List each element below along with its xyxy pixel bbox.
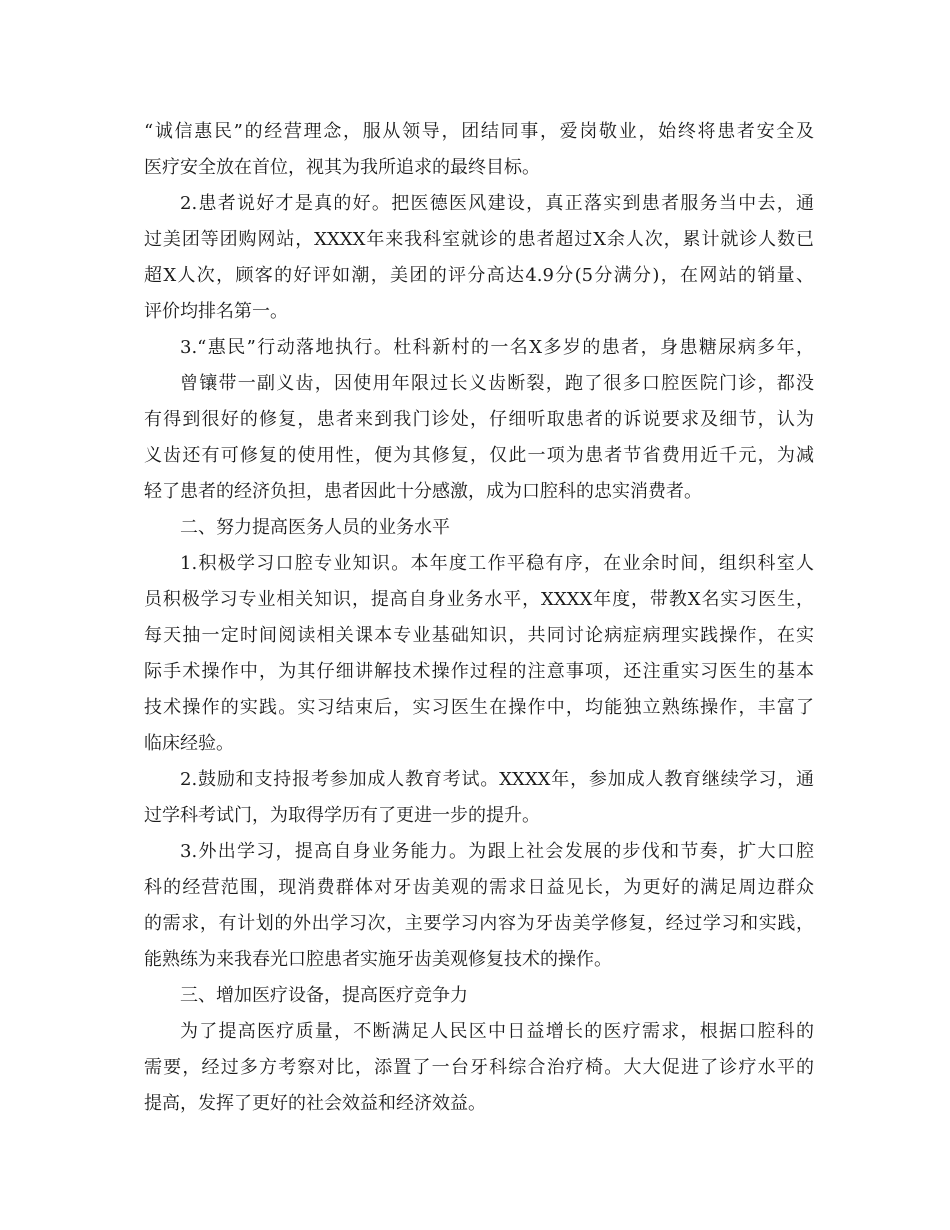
text-line: 过美团等团购网站，XXXX年来我科室就诊的患者超过X余人次，累计就诊人数已 (144, 229, 814, 250)
text-line: 轻了患者的经济负担，患者因此十分感激，成为口腔科的忠实消费者。 (144, 481, 702, 502)
document-body (144, 114, 814, 1122)
text-line: 过学科考试门，为取得学历有了更进一步的提升。 (144, 805, 540, 826)
text-line: 曾镶带一副义齿，因使用年限过长义齿断裂，跑了很多口腔医院门诊，都没 (180, 373, 814, 394)
text-line: 需要，经过多方考察对比，添置了一台牙科综合治疗椅。大大促进了诊疗水平的 (144, 1057, 814, 1078)
text-line: 3.外出学习，提高自身业务能力。为跟上社会发展的步伐和节奏，扩大口腔 (180, 841, 814, 862)
text-line: 提高，发挥了更好的社会效益和经济效益。 (144, 1093, 486, 1114)
text-line: 医疗安全放在首位，视其为我所追求的最终目标。 (144, 157, 540, 178)
text-line: 超X人次，顾客的好评如潮，美团的评分高达4.9分(5分满分)，在网站的销量、 (144, 265, 814, 286)
text-line: 能熟练为来我春光口腔患者实施牙齿美观修复技术的操作。 (144, 949, 612, 970)
text-line: 2.患者说好才是真的好。把医德医风建设，真正落实到患者服务当中去，通 (180, 193, 814, 214)
text-line: 有得到很好的修复，患者来到我门诊处，仔细听取患者的诉说要求及细节，认为 (144, 409, 814, 430)
text-line: 义齿还有可修复的使用性，便为其修复，仅此一项为患者节省费用近千元，为减 (144, 445, 814, 466)
text-line: 2.鼓励和支持报考参加成人教育考试。XXXX年，参加成人教育继续学习，通 (180, 769, 814, 790)
text-line: 的需求，有计划的外出学习次，主要学习内容为牙齿美学修复，经过学习和实践， (144, 913, 814, 934)
text-line: 技术操作的实践。实习结束后，实习医生在操作中，均能独立熟练操作，丰富了 (144, 697, 814, 718)
text-line: 1.积极学习口腔专业知识。本年度工作平稳有序，在业余时间，组织科室人 (180, 553, 814, 574)
text-line: 每天抽一定时间阅读相关课本专业基础知识，共同讨论病症病理实践操作，在实 (144, 625, 814, 646)
text-line: 三、增加医疗设备，提高医疗竞争力 (180, 985, 468, 1006)
text-line: 为了提高医疗质量，不断满足人民区中日益增长的医疗需求，根据口腔科的 (180, 1021, 814, 1042)
text-line: 临床经验。 (144, 733, 234, 754)
text-line: 际手术操作中，为其仔细讲解技术操作过程的注意事项，还注重实习医生的基本 (144, 661, 814, 682)
text-line: 3.“惠民”行动落地执行。杜科新村的一名X多岁的患者，身患糖尿病多年， (180, 337, 814, 358)
text-line: 员积极学习专业相关知识，提高自身业务水平，XXXX年度，带教X名实习医生， (144, 589, 814, 610)
text-line: 科的经营范围，现消费群体对牙齿美观的需求日益见长，为更好的满足周边群众 (144, 877, 814, 898)
text-line: “诚信惠民”的经营理念，服从领导，团结同事，爱岗敬业，始终将患者安全及 (144, 121, 814, 142)
text-line: 二、努力提高医务人员的业务水平 (180, 517, 450, 538)
text-line: 评价均排名第一。 (144, 301, 288, 322)
